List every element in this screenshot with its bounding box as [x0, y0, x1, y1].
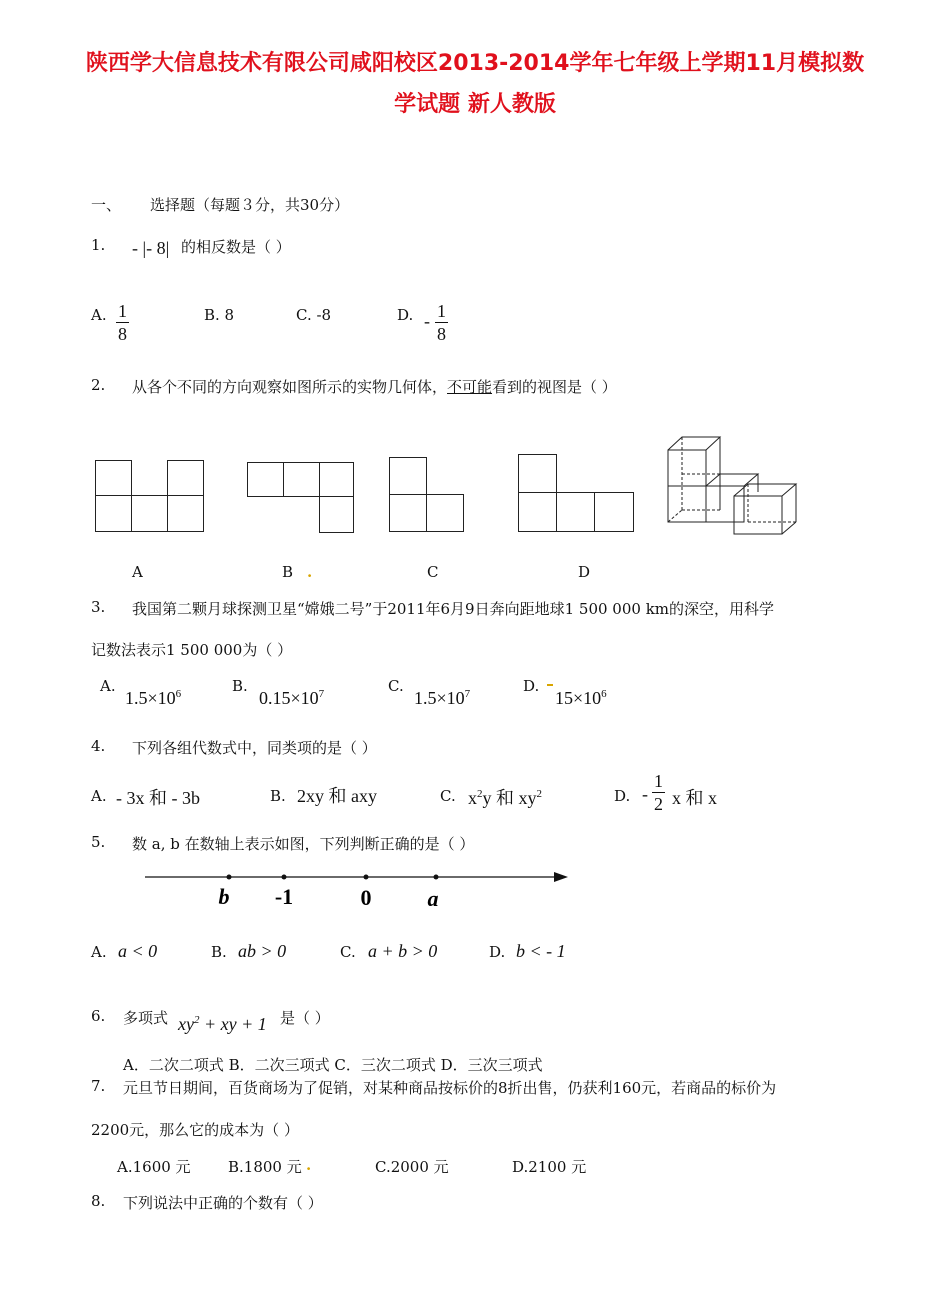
q4-stem: 下列各组代数式中，同类项的是（ ） — [132, 739, 377, 757]
q5-number: 5. — [91, 833, 106, 851]
q1-stem: 的相反数是（ ） — [181, 238, 291, 256]
q3-a-base: 1.5×10 — [125, 688, 176, 708]
q4-d-sign: - — [642, 784, 648, 804]
q3-b-exp: 7 — [318, 688, 325, 700]
q8-stem: 下列说法中正确的个数有（ ） — [123, 1194, 323, 1212]
doc-title-line2: 学试题 新人教版 — [394, 92, 556, 117]
q4-option-d-label: D. — [614, 787, 631, 805]
q7-option-a: A.1600 元 — [117, 1158, 191, 1176]
q5-option-a-expr: a < 0 — [118, 941, 158, 961]
q5-stem: 数 a, b 在数轴上表示如图，下列判断正确的是（ ） — [132, 835, 475, 853]
q6-options: A．二次二项式 B．二次三项式 C．三次二项式 D．三次三项式 — [123, 1056, 543, 1074]
q4-d-numerator: 1 — [654, 771, 663, 791]
q1-a-numerator: 1 — [118, 301, 127, 321]
marker-dash — [547, 684, 553, 686]
q3-c-exp: 7 — [464, 688, 471, 700]
q4-option-c-expr: $x^2y$ 和 $xy^2$ — [468, 788, 542, 808]
q4-option-b-label: B. — [270, 787, 286, 805]
q5-option-d-label: D. — [489, 943, 506, 961]
q7-stem-line1: 元旦节日期间，百货商场为了促销，对某种商品按标价的8折出售，仍获利160元，若商品的标价为 — [123, 1079, 777, 1097]
q2-solid-figure — [660, 432, 805, 540]
q3-d-base: 15×10 — [555, 688, 602, 708]
q1-d-numerator: 1 — [437, 301, 446, 321]
q1-expression: - |- 8| — [132, 238, 170, 258]
q1-d-sign: - — [424, 311, 430, 331]
marker-dot: . — [306, 1156, 312, 1174]
q3-option-c-label: C. — [388, 677, 404, 695]
q3-stem-line2: 记数法表示1 500 000为（ ） — [91, 641, 293, 659]
q3-option-a-expr — [125, 688, 181, 709]
q2-label-c: C — [427, 563, 439, 581]
q5-option-b-expr: ab > 0 — [238, 941, 287, 961]
section-label: 选择题（每题３分，共30分） — [150, 196, 350, 214]
q5-option-a-label: A. — [91, 943, 107, 961]
q3-a-exp: 6 — [175, 688, 182, 700]
q5-option-c-label: C. — [340, 943, 356, 961]
q4-option-a-expr: - 3x 和 - 3b — [116, 788, 200, 808]
q2-label-a: A — [132, 563, 143, 581]
q1-a-denominator: 8 — [118, 324, 127, 344]
q3-option-c-expr — [414, 688, 470, 709]
q3-stem-line1: 我国第二颗月球探测卫星“嫦娥二号”于2011年6月9日奔向距地球1 500 000 km的深空，用科学 — [132, 600, 775, 618]
q2-label-b: B — [282, 563, 294, 581]
q4-option-d-tail: x 和 x — [672, 788, 717, 808]
axis-label-zero: 0 — [360, 885, 372, 910]
q1-option-c: C. -8 — [296, 306, 332, 324]
q4-option-b-expr: 2xy 和 axy — [297, 786, 377, 806]
marker-dot: . — [307, 563, 313, 581]
q2-stem — [132, 376, 617, 397]
q7-option-d: D.2100 元 — [512, 1158, 587, 1176]
q7-option-c: C.2000 元 — [375, 1158, 449, 1176]
q2-label-d: D — [578, 563, 591, 581]
q6-polynomial: $xy^2$ + xy + 1 — [178, 1014, 267, 1034]
q4-number: 4. — [91, 737, 106, 755]
q4-option-a-label: A. — [91, 787, 107, 805]
q5-number-line — [140, 862, 575, 914]
q6-stem-pre: 多项式 — [123, 1009, 169, 1027]
q1-number: 1. — [91, 236, 106, 254]
axis-label-a: a — [427, 886, 439, 911]
axis-label-b: b — [218, 884, 230, 909]
q2-stem-underline: 不可能 — [447, 378, 493, 396]
q4-option-d-fraction — [652, 770, 665, 815]
q3-b-base: 0.15×10 — [259, 688, 319, 708]
q1-option-d-label: D. — [397, 306, 414, 324]
q2-stem-post: 看到的视图是（ ） — [492, 378, 617, 396]
q3-option-a-label: A. — [100, 677, 116, 695]
q7-stem-line2: 2200元，那么它的成本为（ ） — [91, 1121, 299, 1139]
q3-option-b-label: B. — [232, 677, 248, 695]
q7-number: 7. — [91, 1077, 106, 1095]
q3-option-b-expr — [259, 688, 324, 709]
q1-option-d-fraction — [435, 300, 448, 345]
q5-option-b-label: B. — [211, 943, 227, 961]
q7-option-b: B.1800 元 — [228, 1158, 302, 1176]
q4-d-denominator: 2 — [654, 794, 663, 814]
q1-option-b: B. 8 — [204, 306, 235, 324]
q6-number: 6. — [91, 1007, 106, 1025]
q5-option-d-expr: b < - 1 — [516, 941, 566, 961]
q3-number: 3. — [91, 598, 106, 616]
q3-c-base: 1.5×10 — [414, 688, 465, 708]
q2-number: 2. — [91, 376, 106, 394]
q5-option-c-expr: a + b > 0 — [368, 941, 438, 961]
q1-option-a-fraction — [116, 300, 129, 345]
q4-option-c-label: C. — [440, 787, 456, 805]
q1-d-denominator: 8 — [437, 324, 446, 344]
q8-number: 8. — [91, 1192, 106, 1210]
q1-option-a-label: A. — [91, 306, 107, 324]
q3-option-d-expr — [555, 688, 607, 709]
q3-option-d-label: D. — [523, 677, 540, 695]
doc-title-line1: 陕西学大信息技术有限公司咸阳校区2013-2014学年七年级上学期11月模拟数 — [85, 51, 865, 76]
axis-label-neg1: -1 — [274, 884, 294, 909]
section-number: 一、 — [91, 196, 122, 214]
q2-stem-pre: 从各个不同的方向观察如图所示的实物几何体， — [132, 378, 448, 396]
q6-stem-post: 是（ ） — [280, 1009, 330, 1027]
q3-d-exp: 6 — [601, 688, 607, 700]
